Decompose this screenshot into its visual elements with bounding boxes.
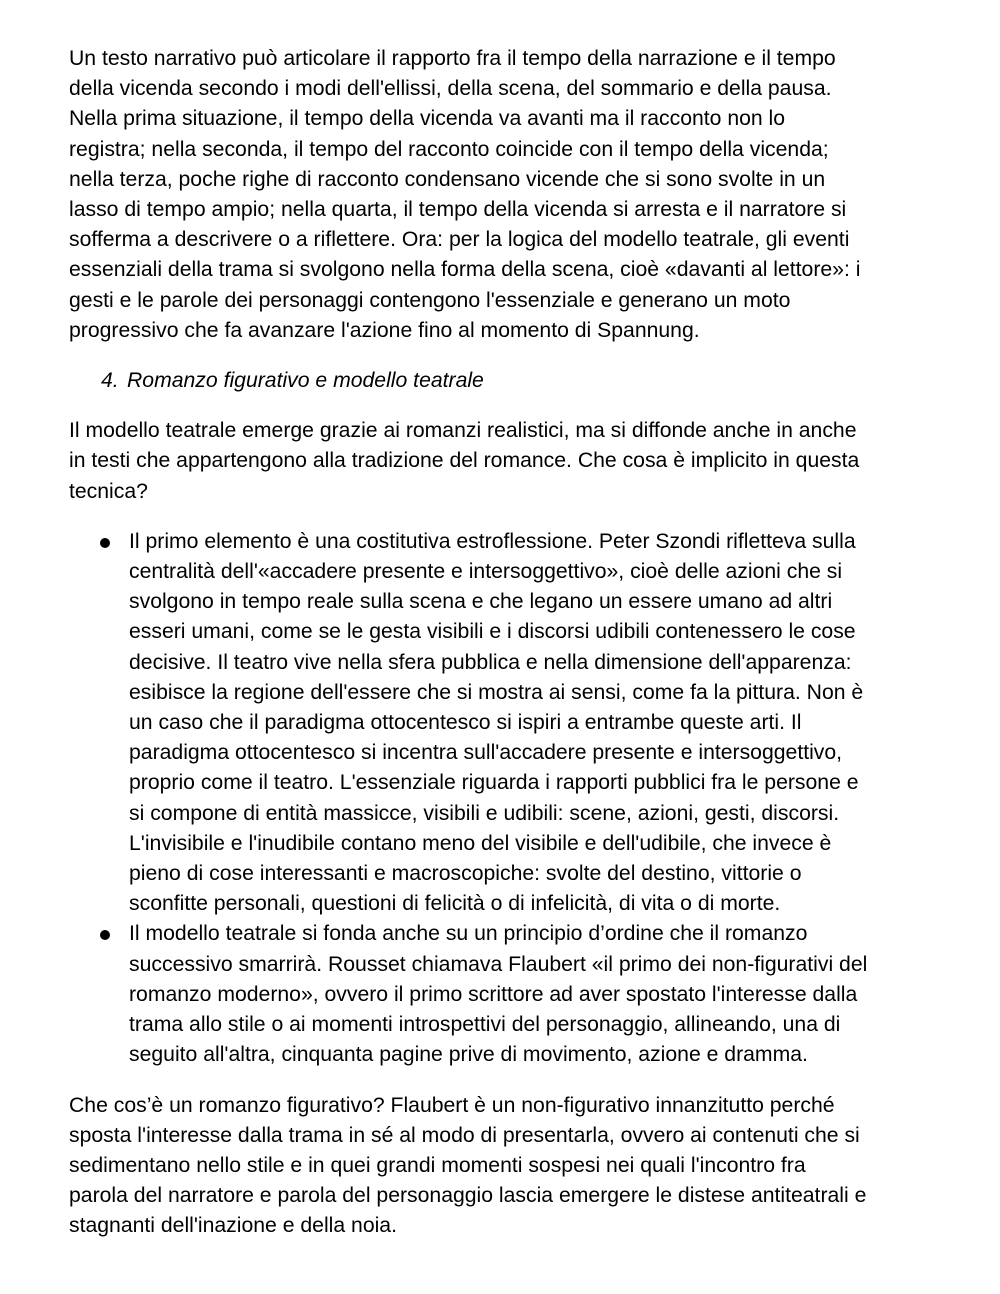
text-line: sofferma a descrivere o a riflettere. Ora: per la logica del modello teatrale, gli eventi [69,228,850,252]
text-line: sedimentano nello stile e in quei grandi momenti sospesi nei quali l'incontro fra [69,1153,806,1177]
text-line: gesti e le parole dei personaggi contengono l'essenziale e generano un moto [69,288,791,312]
paragraph-figurative-novel [69,1091,939,1242]
text-line: svolgono in tempo reale sulla scena e che legano un essere umano ad altri [129,590,833,614]
text-line: romanzo moderno», ovvero il primo scrittore ad aver spostato l'interesse dalla [129,982,858,1006]
text-line: sposta l'interesse dalla trama in sé al modo di presentarla, ovvero ai contenuti che si [69,1123,860,1147]
paragraph-narrative-time [69,44,939,346]
section-number: 4. [101,369,119,393]
text-line: della vicenda secondo i modi dell'ellissi, della scena, del sommario e della pausa. [69,77,832,101]
text-line: stagnanti dell'inazione e della noia. [69,1214,397,1238]
text-line: tecnica? [69,479,148,503]
text-line: in testi che appartengono alla tradizione del romance. Che cosa è implicito in questa [69,449,860,473]
text-line: registra; nella seconda, il tempo del racconto coincide con il tempo della vicenda; [69,137,829,161]
text-line: esseri umani, come se le gesta visibili e i discorsi udibili contenessero le cose [129,620,856,644]
text-line: pieno di cose interessanti e macroscopiche: svolte del destino, vittorie o [129,862,802,886]
text-line: centralità dell'«accadere presente e intersoggettivo», cioè delle azioni che si [129,560,843,584]
list-item [69,919,939,1070]
text-line: un caso che il paradigma ottocentesco si ispiri a entrambe queste arti. Il [129,711,802,735]
text-line: Nella prima situazione, il tempo della vicenda va avanti ma il racconto non lo [69,107,786,131]
text-line: trama allo stile o ai momenti introspettivi del personaggio, allineando, una di [129,1013,841,1037]
bullet-list [69,527,939,1071]
text-line: si compone di entità massicce, visibili e udibili: scene, azioni, gesti, discorsi. [129,801,840,825]
text-line: parola del narratore e parola del personaggio lascia emergere le distese antiteatrali e [69,1184,867,1208]
text-line: successivo smarrirà. Rousset chiamava Flaubert «il primo dei non-figurativi del [129,952,868,976]
list-item [69,527,939,920]
text-line: esibisce la regione dell'essere che si mostra ai sensi, come fa la pittura. Non è [129,680,864,704]
section-heading [69,366,939,396]
section-title: Romanzo figurativo e modello teatrale [127,369,484,393]
paragraph-theatrical-model [69,416,939,507]
text-line: Il modello teatrale si fonda anche su un principio d’ordine che il romanzo [129,922,808,946]
document-page [69,44,939,1242]
text-line: seguito all'altra, cinquanta pagine prive di movimento, azione e dramma. [129,1043,808,1067]
text-line: essenziali della trama si svolgono nella forma della scena, cioè «davanti al lettore»: i [69,258,861,282]
text-line: decisive. Il teatro vive nella sfera pubblica e nella dimensione dell'apparenza: [129,650,852,674]
text-line: proprio come il teatro. L'essenziale riguarda i rapporti pubblici fra le persone e [129,771,859,795]
text-line: Un testo narrativo può articolare il rapporto fra il tempo della narrazione e il tempo [69,47,836,70]
text-line: Il modello teatrale emerge grazie ai romanzi realistici, ma si diffonde anche in anche [69,419,857,443]
text-line: lasso di tempo ampio; nella quarta, il tempo della vicenda si arresta e il narratore si [69,198,847,222]
text-line: paradigma ottocentesco si incentra sull'accadere presente e intersoggettivo, [129,741,843,765]
text-line: nella terza, poche righe di racconto condensano vicende che si sono svolte in un [69,167,826,191]
text-line: L'invisibile e l'inudibile contano meno del visibile e dell'udibile, che invece è [129,831,832,855]
text-line: Che cos’è un romanzo figurativo? Flaubert è un non-figurativo innanzitutto perché [69,1093,835,1117]
bullet-icon [100,930,110,940]
bullet-icon [100,538,110,548]
text-line: Il primo elemento è una costitutiva estroflessione. Peter Szondi rifletteva sulla [129,529,856,553]
text-line: sconfitte personali, questioni di felicità o di infelicità, di vita o di morte. [129,892,781,916]
text-line: progressivo che fa avanzare l'azione fino al momento di Spannung. [69,318,700,342]
